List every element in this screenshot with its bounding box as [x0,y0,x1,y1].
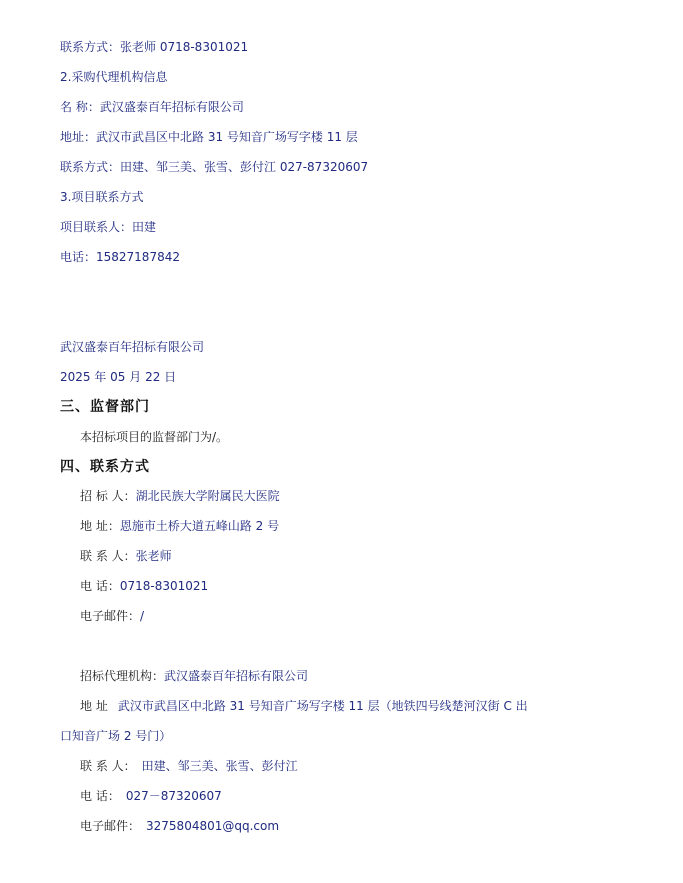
agency-org-label: 招标代理机构： [80,669,165,683]
tenderer-person-value: 张老师 [135,549,172,563]
agency-address-value: 武汉市武昌区中北路 31 号知音广场写字楼 11 层（地铁四号线楚河汉街 C 出 [117,699,528,713]
project-contact-person: 项目联系人：田建 [60,220,157,234]
tenderer-address-row [80,518,279,534]
agency-name-line: 名 称：武汉盛泰百年招标有限公司 [60,100,244,114]
tenderer-phone-value: 0718-8301021 [119,579,209,593]
tenderer-address-label: 地 址： [80,519,120,533]
supervision-text: 本招标项目的监督部门为/。 [80,430,229,444]
tenderer-person-row [80,548,172,564]
project-phone-line: 电话：15827187842 [60,250,180,264]
tenderer-phone-label: 电 话： [80,579,120,593]
agency-phone-label: 电 话： [80,789,120,803]
signature-date: 2025 年 05 月 22 日 [60,370,177,384]
agency-address-row [80,698,528,714]
agency-email-row [80,818,279,834]
agency-contact-line: 联系方式：田建、邹三美、张雪、彭付江 027-87320607 [60,160,369,174]
agency-info-title: 2.采购代理机构信息 [60,70,168,84]
project-contact-title: 3.项目联系方式 [60,190,144,204]
agency-email-value: 3275804801@qq.com [146,819,280,833]
agency-address-continued: 口知音广场 2 号门） [60,729,172,743]
tenderer-name-row [80,488,280,504]
agency-person-label: 联 系 人： [80,759,136,773]
agency-address-line: 地址：武汉市武昌区中北路 31 号知音广场写字楼 11 层 [60,130,358,144]
agency-phone-value: 027－87320607 [125,789,222,803]
tenderer-email-label: 电子邮件： [80,609,141,623]
agency-org-row [80,668,308,684]
contact-line-top: 联系方式：张老师 0718-8301021 [60,40,249,54]
agency-person-row [80,758,298,774]
agency-phone-row [80,788,222,804]
contact-heading: 四、联系方式 [60,459,150,475]
agency-person-value: 田建、邹三美、张雪、彭付江 [141,759,298,773]
agency-address-label: 地 址 [80,699,108,713]
tenderer-person-label: 联 系 人： [80,549,136,563]
tenderer-email-row [80,608,144,624]
signature-company: 武汉盛泰百年招标有限公司 [60,340,205,354]
tenderer-phone-row [80,578,208,594]
tenderer-name-label: 招 标 人： [80,489,136,503]
supervision-heading: 三、监督部门 [60,399,150,415]
agency-org-value: 武汉盛泰百年招标有限公司 [164,669,309,683]
tenderer-address-value: 恩施市土桥大道五峰山路 2 号 [119,519,280,533]
agency-email-label: 电子邮件： [80,819,141,833]
tenderer-name-value: 湖北民族大学附属民大医院 [135,489,280,503]
tenderer-email-value: / [140,609,145,623]
